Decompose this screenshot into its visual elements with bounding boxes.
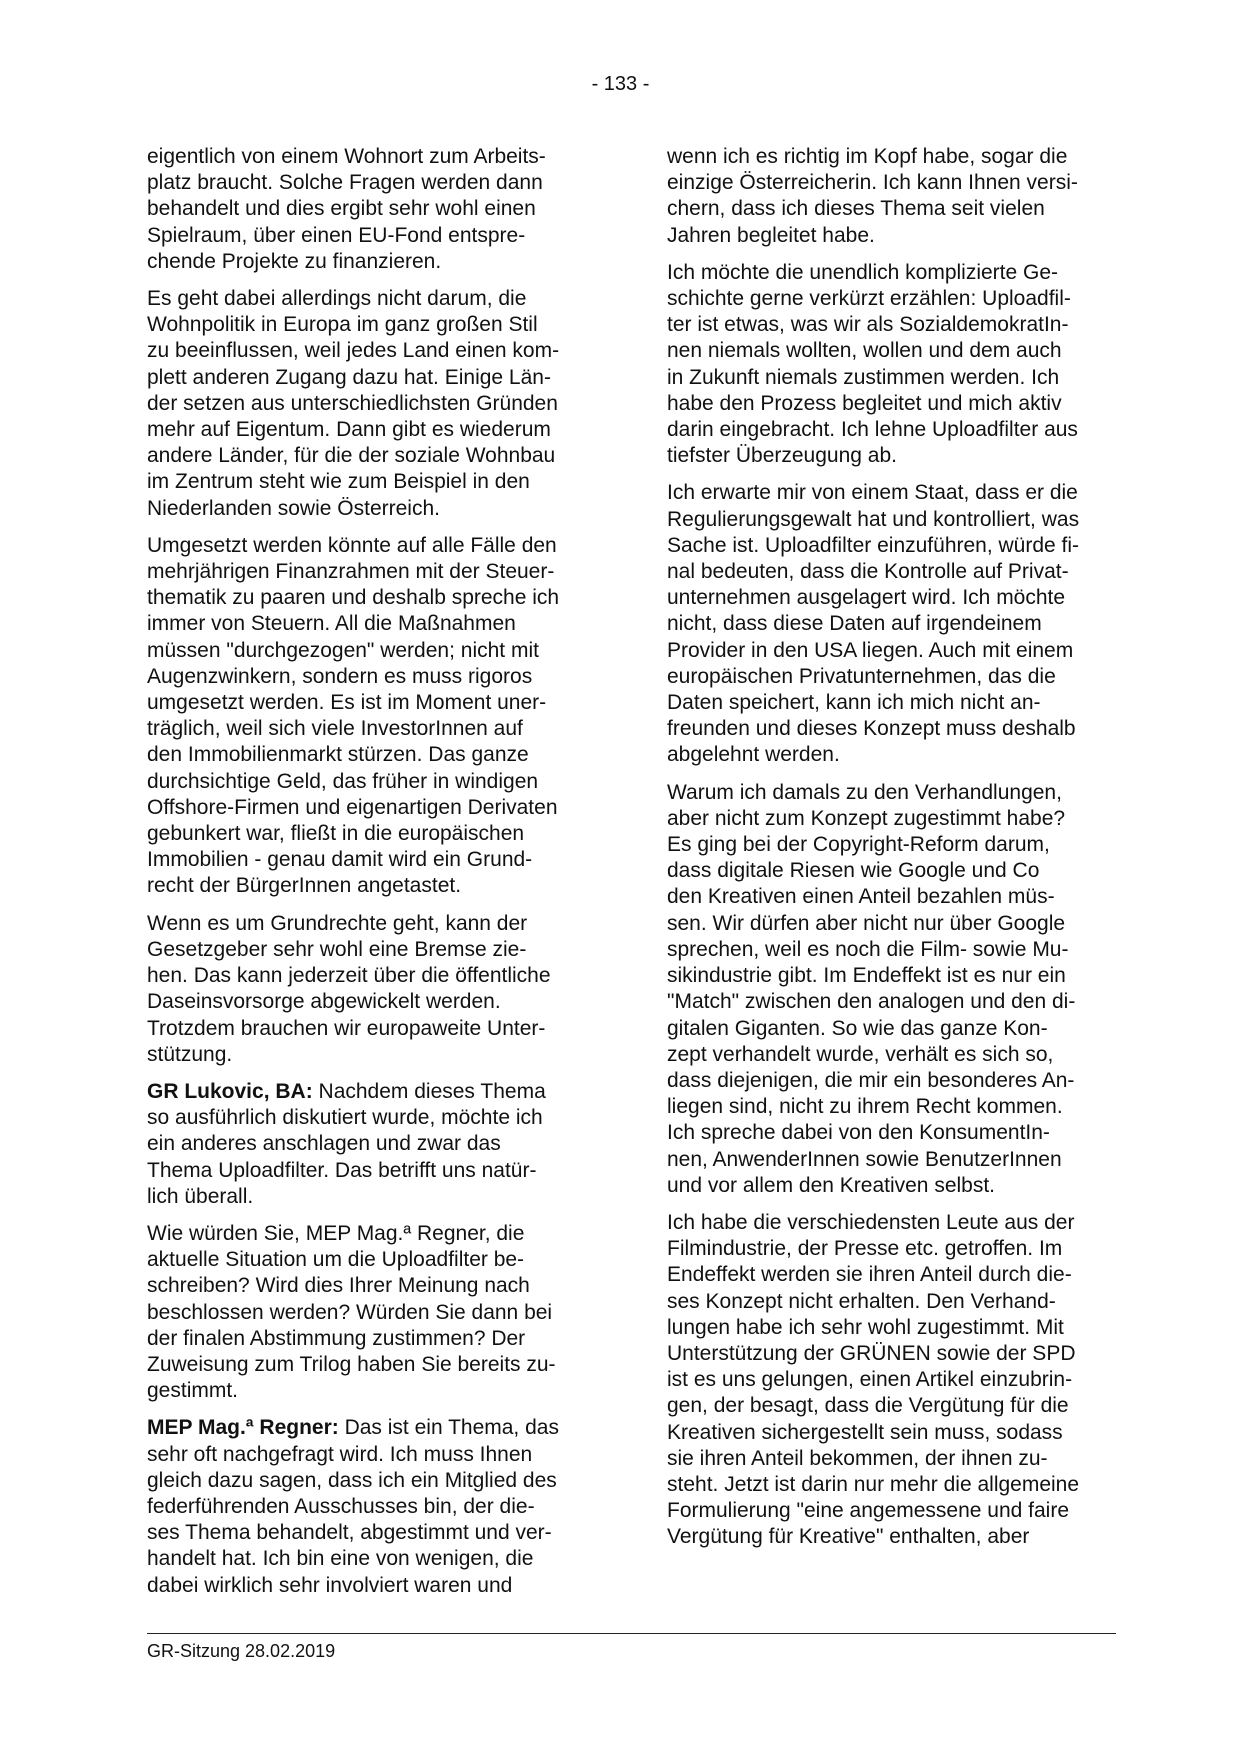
speaker-name: MEP Mag.ª Regner:: [147, 1416, 339, 1440]
paragraph: Wie würden Sie, MEP Mag.ª Regner, die aktuelle Situation um die Uploadfilter be- schreiben? Wird dies Ihrer Meinung nach beschlossen werden? Würden Sie dann bei der finalen Abstimmung zustimmen? Der Zuweisung zum Trilog haben Sie bereits zu- gestimmt.: [147, 1221, 556, 1403]
paragraph: Wenn es um Grundrechte geht, kann der Gesetzgeber sehr wohl eine Bremse zie- hen. Das kann jederzeit über die öffentliche Daseinsvorsorge abgewickelt werden. Trotzdem brauchen wir europaweite Unter- stützung.: [147, 911, 551, 1066]
footer-text: GR-Sitzung 28.02.2019: [147, 1641, 336, 1661]
paragraph: eigentlich von einem Wohnort zum Arbeits- platz braucht. Solche Fragen werden dann behandelt und dies ergibt sehr wohl einen Spielraum, über einen EU-Fond entspre- chende Projekte zu finanzieren.: [147, 145, 546, 273]
paragraph: Ich habe die verschiedensten Leute aus der Filmindustrie, der Presse etc. getroffen. Im Endeffekt werden sie ihren Anteil durch die- ses Konzept nicht erhalten. Den Verhand- lungen habe ich sehr wohl zugestimmt. Mit Unterstützung der GRÜNEN sowie der SPD ist es uns gelungen, einen Artikel einzubrin- gen, der besagt, dass die Vergütung für die Kreativen sichergestellt sein muss, sodass sie ihren Anteil bekommen, der ihnen zu- steht. Jetzt ist darin nur mehr die allgemeine Formulierung "eine angemessene und faire Vergütung für Kreative" enthalten, aber: [667, 1210, 1080, 1549]
paragraph: Ich erwarte mir von einem Staat, dass er die Regulierungsgewalt hat und kontrolliert, was Sache ist. Uploadfilter einzuführen, würde fi- nal bedeuten, dass die Kontrolle auf Privat- unternehmen ausgelagert wird. Ich möchte nicht, dass diese Daten auf irgendeinem Provider in den USA liegen. Auch mit einem europäischen Privatunternehmen, das die Daten speichert, kann ich mich nicht an- freunden und dieses Konzept muss deshalb abgelehnt werden.: [667, 481, 1080, 767]
page-number: - 133 -: [591, 73, 650, 95]
speaker-name: GR Lukovic, BA:: [147, 1079, 313, 1103]
speaker-paragraph: [147, 1415, 609, 1598]
left-column: [147, 144, 609, 1610]
paragraph: Umgesetzt werden könnte auf alle Fälle den mehrjährigen Finanzrahmen mit der Steuer- thematik zu paaren und deshalb spreche ich immer von Steuern. All die Maßnahmen müssen "durchgezogen" werden; nicht mit Augenzwinkern, sondern es muss rigoros umgesetzt werden. Es ist im Moment uner- träglich, weil sich viele InvestorInnen auf den Immobilienmarkt stürzen. Das ganze durchsichtige Geld, das früher in windigen Offshore-Firmen und eigenartigen Derivaten gebunkert war, fließt in die europäischen Immobilien - genau damit wird ein Grund- recht der BürgerInnen angetastet.: [147, 533, 560, 898]
right-column: [667, 144, 1129, 1562]
speaker-text: Das ist ein Thema, das sehr oft nachgefragt wird. Ich muss Ihnen gleich dazu sagen, dass ich ein Mitglied des federführenden Ausschusses bin, der die- ses Thema behandelt, abgestimmt und ver- handelt hat. Ich bin eine von wenigen, die dabei wirklich sehr involviert waren und: [147, 1416, 559, 1597]
paragraph: wenn ich es richtig im Kopf habe, sogar die einzige Österreicherin. Ich kann Ihnen versi- chern, dass ich dieses Thema seit vielen Jahren begleitet habe.: [667, 145, 1078, 247]
paragraph: Es geht dabei allerdings nicht darum, die Wohnpolitik in Europa im ganz großen Stil zu beeinflussen, weil jedes Land einen kom- plett anderen Zugang dazu hat. Einige Län- der setzen aus unterschiedlichsten Gründen mehr auf Eigentum. Dann gibt es wiederum andere Länder, für die der soziale Wohnbau im Zentrum steht wie zum Beispiel in den Niederlanden sowie Österreich.: [147, 287, 560, 520]
paragraph: Ich möchte die unendlich komplizierte Ge- schichte gerne verkürzt erzählen: Uploadfil- ter ist etwas, was wir als SozialdemokratIn- nen niemals wollten, wollen und dem auch in Zukunft niemals zustimmen werden. Ich habe den Prozess begleitet und mich aktiv darin eingebracht. Ich lehne Uploadfilter aus tiefster Überzeugung ab.: [667, 260, 1078, 468]
speaker-paragraph: [147, 1079, 609, 1210]
speaker-text: Nachdem dieses Thema so ausführlich diskutiert wurde, möchte ich ein anderes anschlagen und zwar das Thema Uploadfilter. Das betrifft uns natür- lich überall.: [147, 1079, 546, 1208]
paragraph: Warum ich damals zu den Verhandlungen, aber nicht zum Konzept zugestimmt habe? Es ging bei der Copyright-Reform darum, dass digitale Riesen wie Google und Co den Kreativen einen Anteil bezahlen müs- sen. Wir dürfen aber nicht nur über Google sprechen, weil es noch die Film- sowie Mu- sikindustrie gibt. Im Endeffekt ist es nur ein "Match" zwischen den analogen und den di- gitalen Giganten. So wie das ganze Kon- zept verhandelt wurde, verhält es sich so, dass diejenigen, die mir ein besonderes An- liegen sind, nicht zu ihrem Recht kommen. Ich spreche dabei von den KonsumentIn- nen, AnwenderInnen sowie BenutzerInnen und vor allem den Kreativen selbst.: [667, 780, 1076, 1197]
footer-divider: [147, 1633, 1116, 1634]
